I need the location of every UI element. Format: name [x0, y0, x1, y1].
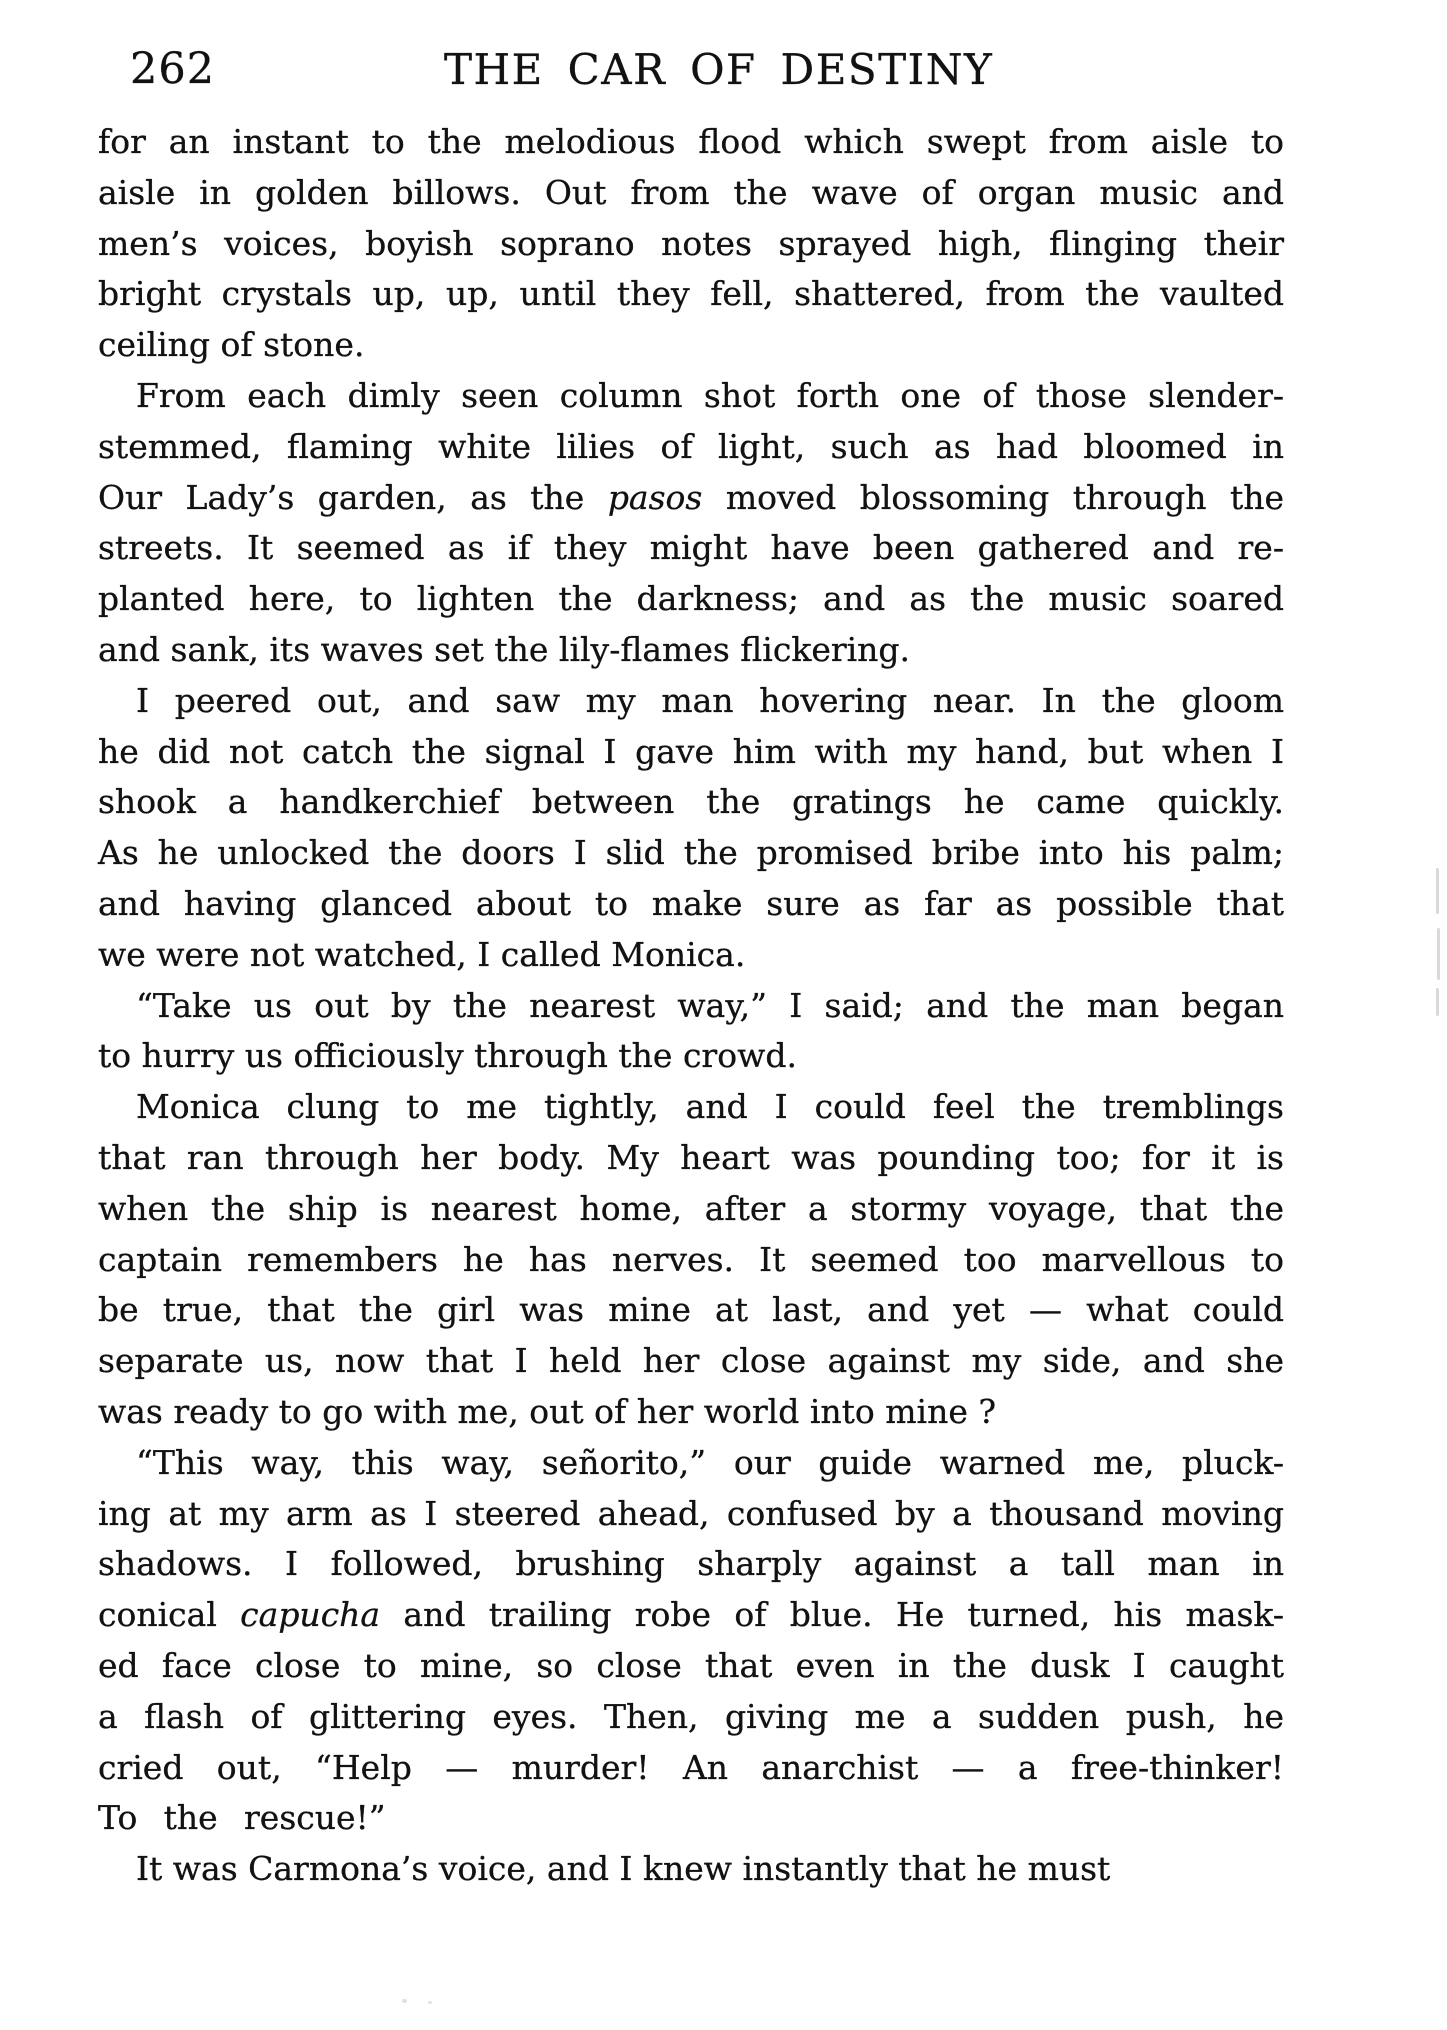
scan-artifact [1436, 868, 1439, 914]
text-line [98, 981, 1284, 1032]
text-segment: a flash of glittering eyes. Then, giving me a sudden push, he [98, 1696, 1284, 1736]
text-segment: ed face close to mine, so close that even in the dusk I caught [98, 1645, 1284, 1685]
text-segment: From each dimly seen column shot forth one of those slender- [136, 375, 1284, 415]
scan-artifact [1436, 988, 1439, 1016]
text-line [98, 473, 1284, 524]
text-line [98, 1793, 1284, 1844]
text-segment: As he unlocked the doors I slid the promised bribe into his palm; [98, 833, 1284, 873]
text-segment: ceiling of stone. [98, 325, 365, 365]
text-line [98, 1539, 1284, 1590]
page-text [98, 117, 1284, 1895]
text-line [98, 676, 1284, 727]
text-segment: that ran through her body. My heart was pounding too; for it is [98, 1137, 1284, 1177]
text-segment: be true, that the girl was mine at last, and yet — what could [98, 1290, 1284, 1330]
text-line [98, 828, 1284, 879]
running-title: THE CAR OF DESTINY [444, 45, 994, 94]
text-segment: captain remembers he has nerves. It seemed too marvellous to [98, 1239, 1284, 1279]
italic-text-segment: capucha [240, 1595, 381, 1635]
text-segment: we were not watched, I called Monica. [98, 934, 746, 974]
text-line [98, 1387, 1284, 1438]
text-line [98, 1285, 1284, 1336]
text-line [98, 574, 1284, 625]
text-line [98, 1489, 1284, 1540]
text-segment: bright crystals up, up, until they fell, shattered, from the vaulted [98, 274, 1284, 314]
text-segment: planted here, to lighten the darkness; and as the music soared [98, 579, 1284, 619]
text-line [98, 269, 1284, 320]
text-line [98, 625, 1284, 676]
scan-artifact [1437, 928, 1440, 980]
text-line [98, 371, 1284, 422]
text-segment: “This way, this way, señorito,” our guide warned me, pluck- [136, 1442, 1284, 1482]
text-line [98, 930, 1284, 981]
text-segment: To the rescue!” [98, 1798, 386, 1838]
text-segment: he did not catch the signal I gave him with my hand, but when I [98, 731, 1284, 771]
text-segment: Monica clung to me tightly, and I could feel the tremblings [136, 1087, 1284, 1127]
text-line [98, 1082, 1284, 1133]
text-segment: aisle in golden billows. Out from the wave of organ music and [98, 172, 1284, 212]
text-segment: cried out, “Help — murder! An anarchist — a free-thinker! [98, 1747, 1284, 1787]
text-line [98, 1184, 1284, 1235]
text-segment: and sank, its waves set the lily-flames flickering. [98, 629, 911, 669]
text-segment: and having glanced about to make sure as far as possible that [98, 883, 1284, 923]
text-segment: and trailing robe of blue. He turned, his mask- [380, 1595, 1284, 1635]
text-segment: for an instant to the melodious flood which swept from aisle to [98, 122, 1284, 161]
text-segment: I peered out, and saw my man hovering near. In the gloom [136, 680, 1284, 720]
text-line [98, 117, 1284, 168]
text-line [98, 320, 1284, 371]
text-segment: Our Lady’s garden, as the [98, 477, 608, 517]
text-line [98, 727, 1284, 778]
text-line [98, 1590, 1284, 1641]
text-line [98, 422, 1284, 473]
text-line [98, 523, 1284, 574]
text-segment: stemmed, flaming white lilies of light, such as had bloomed in [98, 426, 1284, 466]
text-segment: shook a handkerchief between the gratings he came quickly. [98, 782, 1284, 822]
scan-artifact [402, 1999, 407, 2003]
text-line [98, 879, 1284, 930]
text-line [98, 219, 1284, 270]
text-line [98, 1031, 1284, 1082]
text-segment: streets. It seemed as if they might have been gathered and re- [98, 528, 1284, 568]
page-number: 262 [130, 44, 216, 94]
text-line [98, 1641, 1284, 1692]
text-segment: when the ship is nearest home, after a stormy voyage, that the [98, 1188, 1284, 1228]
scan-artifact [428, 2001, 432, 2004]
text-line [98, 168, 1284, 219]
text-line [98, 1133, 1284, 1184]
text-segment: was ready to go with me, out of her world into mine ? [98, 1391, 997, 1431]
italic-text-segment: pasos [607, 477, 703, 517]
text-line [98, 1743, 1284, 1794]
text-segment: conical [98, 1595, 241, 1635]
text-line [98, 1692, 1284, 1743]
text-line [98, 777, 1284, 828]
text-segment: It was Carmona’s voice, and I knew instantly that he must [136, 1849, 1111, 1889]
text-segment: moved blossoming through the [702, 477, 1285, 517]
text-line [98, 1844, 1284, 1895]
text-segment: men’s voices, boyish soprano notes sprayed high, flinging their [98, 223, 1284, 263]
text-line [98, 1336, 1284, 1387]
text-segment: ing at my arm as I steered ahead, confused by a thousand moving [98, 1493, 1284, 1533]
text-line [98, 1438, 1284, 1489]
text-segment: to hurry us officiously through the crowd. [98, 1036, 797, 1076]
text-line [98, 1235, 1284, 1286]
text-segment: separate us, now that I held her close against my side, and she [98, 1341, 1284, 1381]
text-segment: “Take us out by the nearest way,” I said; and the man began [136, 985, 1284, 1025]
text-segment: shadows. I followed, brushing sharply against a tall man in [98, 1544, 1284, 1584]
